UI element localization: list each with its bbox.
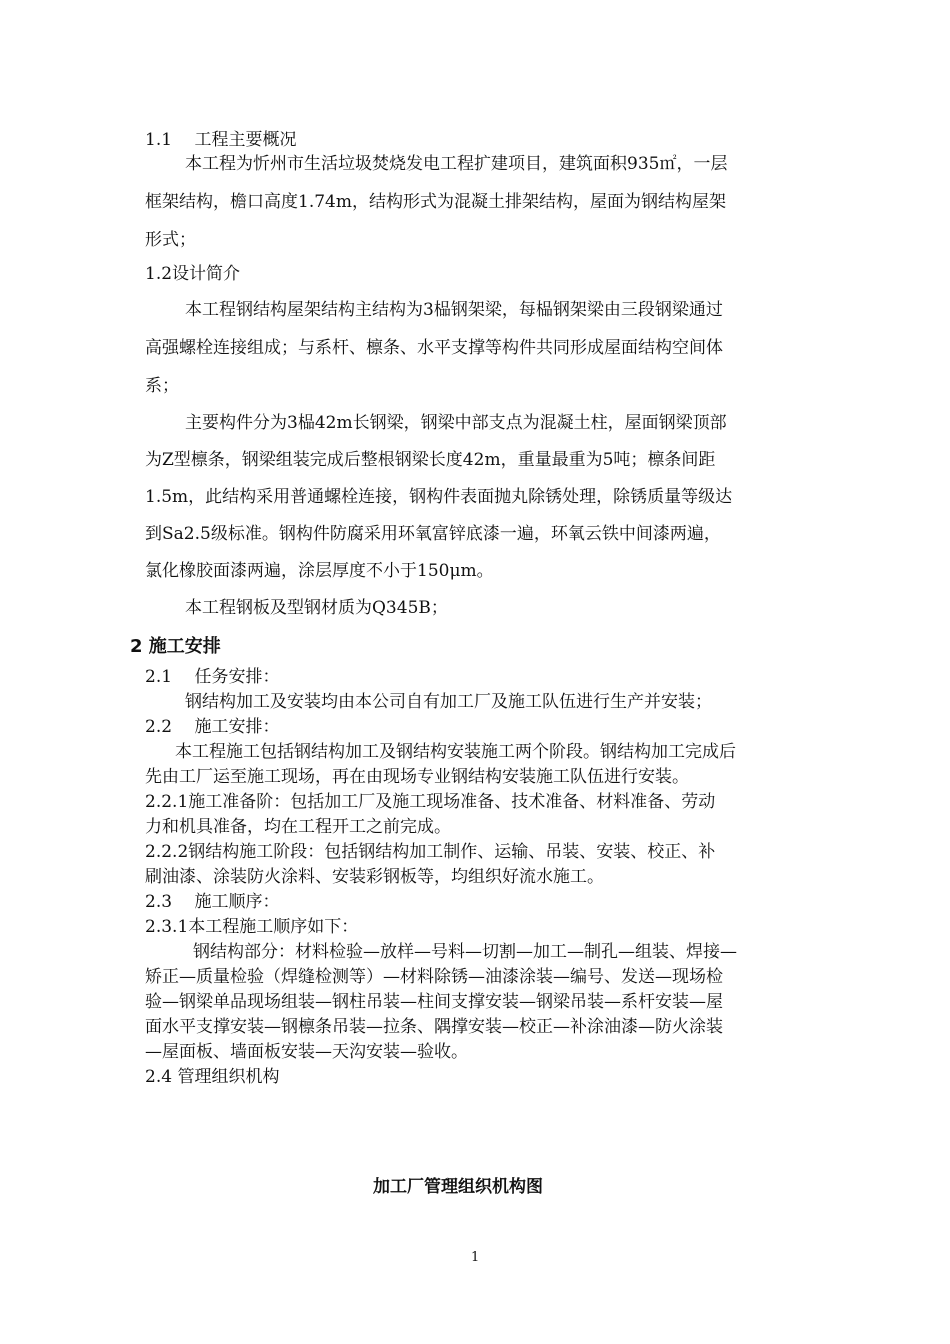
section-1-1-para-line-2: 框架结构，檐口高度1.74m，结构形式为混凝土排架结构，屋面为钢结构屋架 — [145, 192, 726, 212]
section-1-2-para1-line-3: 系； — [145, 376, 179, 396]
section-2-3-1-text-line-5: —屋面板、墙面板安装—天沟安装—验收。 — [145, 1042, 468, 1062]
section-2-1-text: 钢结构加工及安装均由本公司自有加工厂及施工队伍进行生产并安装； — [185, 692, 712, 712]
section-2-3-heading: 2.3 施工顺序： — [145, 892, 280, 912]
section-2-2-2-line-2: 刷油漆、涂装防火涂料、安装彩钢板等，均组织好流水施工。 — [145, 867, 604, 887]
section-2-3-1-text-line-4: 面水平支撑安装—钢檩条吊装—拉条、隅撑安装—校正—补涂油漆—防火涂装 — [145, 1017, 723, 1037]
section-1-2-para2-line-2: 为Z型檩条，钢梁组装完成后整根钢梁长度42m，重量最重为5吨；檩条间距 — [145, 450, 716, 470]
section-2-4-heading: 2.4 管理组织机构 — [145, 1067, 280, 1087]
section-2-2-1-line-1: 2.2.1施工准备阶：包括加工厂及施工现场准备、技术准备、材料准备、劳动 — [145, 792, 716, 812]
section-2-heading: 2 施工安排 — [130, 636, 221, 657]
section-1-2-para3: 本工程钢板及型钢材质为Q345B； — [185, 598, 448, 618]
section-1-2-para2-line-3: 1.5m，此结构采用普通螺栓连接，钢构件表面抛丸除锈处理，除锈质量等级达 — [145, 487, 733, 507]
section-2-2-text-line-2: 先由工厂运至施工现场，再在由现场专业钢结构安装施工队伍进行安装。 — [145, 767, 689, 787]
section-2-2-text-line-1: 本工程施工包括钢结构加工及钢结构安装施工两个阶段。钢结构加工完成后 — [175, 742, 736, 762]
section-1-2-para1-line-2: 高强螺栓连接组成；与系杆、檩条、水平支撑等构件共同形成屋面结构空间体 — [145, 338, 723, 358]
section-2-3-1-text-line-2: 矫正—质量检验（焊缝检测等）—材料除锈—油漆涂装—编号、发送—现场检 — [145, 967, 723, 987]
section-1-1-para-line-1: 本工程为忻州市生活垃圾焚烧发电工程扩建项目，建筑面积935㎡，一层 — [185, 154, 728, 174]
section-1-1-heading: 1.1 工程主要概况 — [145, 130, 297, 150]
section-1-2-heading: 1.2设计简介 — [145, 264, 241, 284]
section-2-3-1-text-line-3: 验—钢梁单品现场组装—钢柱吊装—柱间支撑安装—钢梁吊装—系杆安装—屋 — [145, 992, 723, 1012]
section-2-3-1-text-line-1: 钢结构部分：材料检验—放样—号料—切割—加工—制孔—组装、焊接— — [193, 942, 737, 962]
section-2-2-heading: 2.2 施工安排： — [145, 717, 280, 737]
page-number: 1 — [471, 1250, 480, 1265]
section-2-2-2-line-1: 2.2.2钢结构施工阶段：包括钢结构加工制作、运输、吊装、安装、校正、补 — [145, 842, 716, 862]
section-1-2-para2-line-4: 到Sa2.5级标准。钢构件防腐采用环氧富锌底漆一遍，环氧云铁中间漆两遍， — [145, 524, 721, 544]
section-1-1-para-line-3: 形式； — [145, 230, 196, 250]
section-1-2-para1-line-1: 本工程钢结构屋架结构主结构为3榀钢架梁，每榀钢架梁由三段钢梁通过 — [185, 300, 723, 320]
figure-caption: 加工厂管理组织机构图 — [373, 1177, 543, 1197]
section-1-2-para2-line-1: 主要构件分为3榀42m长钢梁，钢梁中部支点为混凝土柱，屋面钢梁顶部 — [185, 413, 727, 433]
section-2-1-heading: 2.1 任务安排： — [145, 667, 280, 687]
section-1-2-para2-line-5: 氯化橡胶面漆两遍，涂层厚度不小于150μm。 — [145, 561, 494, 581]
section-2-3-1-heading: 2.3.1本工程施工顺序如下： — [145, 917, 359, 937]
section-2-2-1-line-2: 力和机具准备，均在工程开工之前完成。 — [145, 817, 451, 837]
